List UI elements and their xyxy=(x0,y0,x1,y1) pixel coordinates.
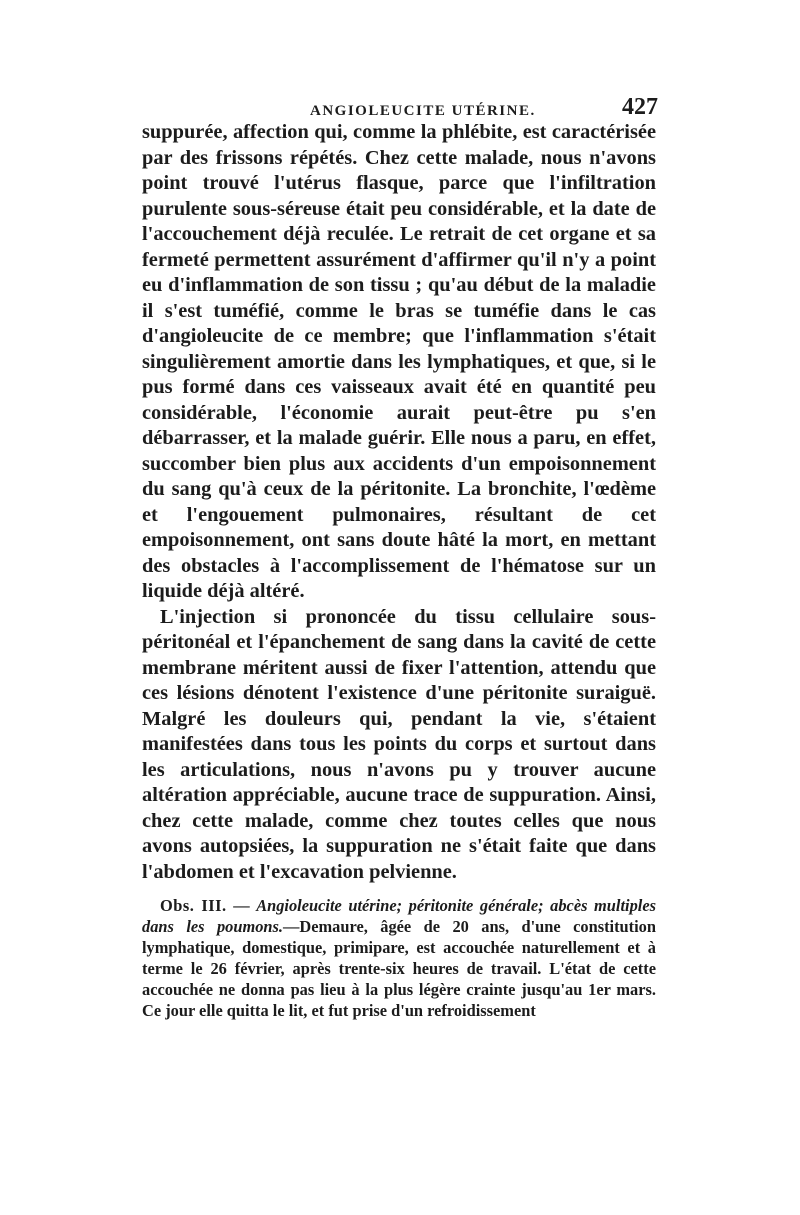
observation-paragraph xyxy=(142,895,656,1021)
main-text xyxy=(142,120,656,885)
observation-text: —Demaure, âgée de 20 ans, d'une constitution lymphatique, domestique, primipare, est accouchée naturellement et à terme le 26 février, après trente-six heures de travail. L'état de cette accouchée ne donna pas lieu à la plus légère crainte jusqu'au 1er mars. Ce jour elle quitta le lit, et fut prise d'un refroidissement xyxy=(142,917,656,1020)
observation-title: Angioleucite utérine; péritonite générale; abcès multiples dans les poumons. xyxy=(142,896,656,936)
observation-dash: — xyxy=(226,896,257,915)
paragraph-2: L'injection si prononcée du tissu cellulaire sous-péritonéal et l'épanchement de sang dans la cavité de cette membrane méritent aussi de fixer l'attention, attendu que ces lésions dénotent l'existence d'une péritonite suraiguë. Malgré les douleurs qui, pendant la vie, s'étaient manifestées dans tous les points du corps et surtout dans les articulations, nous n'avons pu y trouver aucune altération appréciable, aucune trace de suppuration. Ainsi, chez cette malade, comme chez toutes celles que nous avons autopsiées, la suppuration ne s'était faite que dans l'abdomen et l'excavation pelvienne. xyxy=(142,605,656,883)
running-head: ANGIOLEUCITE UTÉRINE. xyxy=(310,103,536,119)
paragraph-1: suppurée, affection qui, comme la phlébite, est caractérisée par des frissons répétés. Chez cette malade, nous n'avons point trouvé l'utérus flasque, parce que l'infiltration purulente sous-séreuse était peu considérable, et la date de l'accouchement déjà reculée. Le retrait de cet organe et sa fermeté permettent assurément d'affirmer qu'il n'y a point eu d'inflammation de son tissu ; qu'au début de la maladie il s'est tuméfié, comme le bras se tuméfie dans le cas d'angioleucite de ce membre; que l'inflammation s'était singulièrement amortie dans les lymphatiques, et que, si le pus formé dans ces vaisseaux avait été en quantité peu considérable, l'économie aurait peut-être pu s'en débarrasser, et la malade guérir. Elle nous a paru, en effet, succomber bien plus aux accidents d'un empoisonnement du sang qu'à ceux de la péritonite. La bronchite, l'œdème et l'engouement pulmonaires, résultant de cet empoisonnement, ont sans doute hâté la mort, en mettant des obstacles à l'accomplissement de l'hématose sur un liquide déjà altéré. xyxy=(142,121,656,602)
observation-label: Obs. III. xyxy=(160,896,227,915)
page-number: 427 xyxy=(622,94,658,120)
